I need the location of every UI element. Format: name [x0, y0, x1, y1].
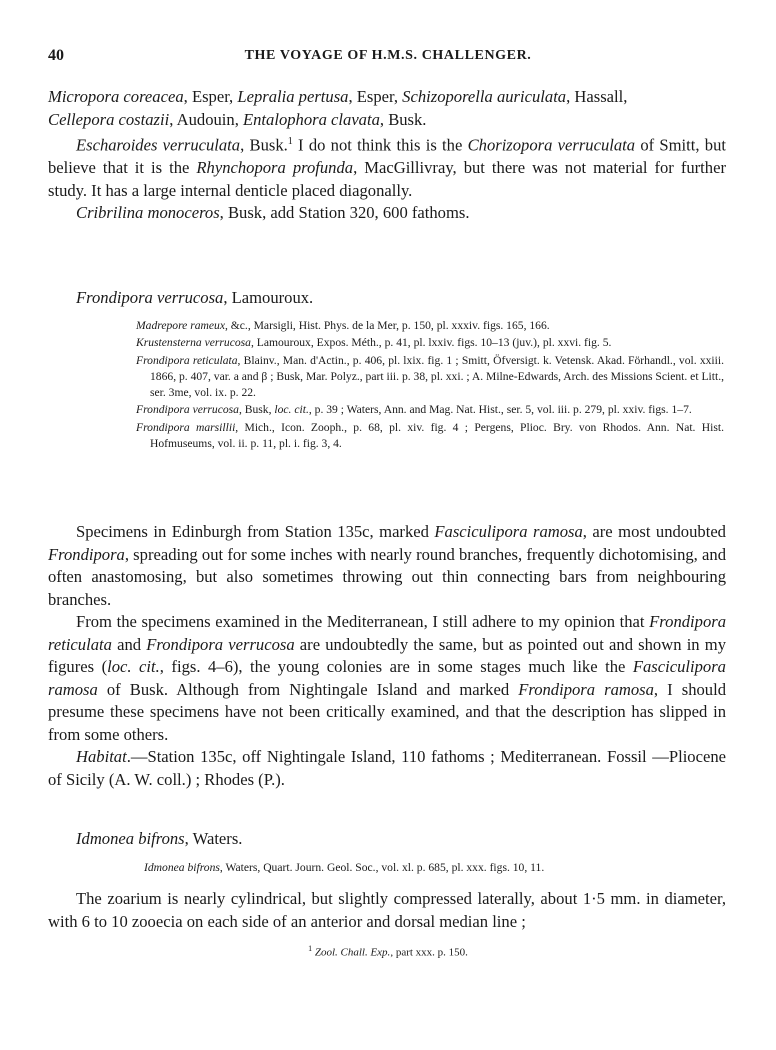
text: , Lamouroux.	[223, 288, 314, 307]
species-name: Fasciculipora ramosa	[48, 657, 726, 699]
idmonea-body	[48, 888, 726, 933]
text: , Mich., Icon. Zooph., p. 68, pl. xiv. fig. 4 ; Pergens, Plioc. Bry. von Rhodos. Ann. Nat. Hist. Hofmuseums, vol. ii. p. 11, pl. i. fig. 3, 4.	[150, 420, 724, 451]
text: , I should presume these specimens have not been critically examined, and that the description has slipped in from some others.	[48, 679, 727, 744]
synonym-entry	[136, 335, 724, 351]
text: , Waters, Quart. Journ. Geol. Soc., vol. xl. p. 685, pl. xxx. figs. 10, 11.	[219, 861, 545, 874]
species-name: Frondipora ramosa	[518, 679, 654, 699]
text: From the specimens examined in the Mediterranean, I still adhere to my opinion that	[76, 612, 650, 631]
text: , part xxx. p. 150.	[390, 946, 468, 959]
text: Specimens in Edinburgh from Station 135c, marked	[76, 522, 435, 541]
text: of Busk. Although from Nightingale Island and marked	[97, 679, 519, 699]
page-number: 40	[48, 47, 64, 64]
species-name: Frondipora verrucosa	[146, 634, 295, 654]
species-name: Lepralia pertusa	[237, 87, 349, 106]
paragraph: The zoarium is nearly cylindrical, but slightly compressed laterally, about 1·5 mm. in diameter, with 6 to 10 zooecia on each side of an anterior and dorsal median line ;	[48, 889, 726, 931]
species-name: Cellepora costazii	[48, 109, 170, 129]
species-name: Rhynchopora profunda	[196, 158, 354, 178]
text: , Busk, add Station 320, 600 fathoms.	[219, 203, 470, 223]
text: and	[111, 634, 147, 654]
frondipora-heading	[76, 288, 313, 308]
footnote-marker: 1	[308, 944, 313, 953]
intro-text	[48, 86, 726, 225]
species-name: Idmonea bifrons	[76, 829, 185, 848]
text: , Hassall,	[566, 87, 628, 106]
species-name: Fasciculipora ramosa	[434, 522, 583, 541]
synonym-name: Madrepore rameux	[136, 319, 225, 332]
species-name: Escharoides verruculata	[76, 135, 241, 155]
text: .—Station 135c, off Nightingale Island, 110 fathoms ; Mediterranean. Fossil —Pliocene of Sicily (A. W. coll.) ; Rhodes (P.).	[48, 747, 726, 789]
text: of Smitt, but believe that it is the	[48, 135, 726, 178]
text: , figs. 4–6), the young colonies are in some stages much like the	[159, 657, 633, 676]
species-name: Cribrilina monoceros	[76, 203, 220, 223]
escharoides-paragraph	[48, 131, 726, 202]
text: , p. 39 ; Waters, Ann. and Mag. Nat. Hist., ser. 5, vol. iii. p. 279, pl. xxiv. figs. 1–7.	[308, 403, 692, 417]
synonym-entry	[136, 318, 724, 334]
text: , Esper,	[183, 87, 238, 106]
habitat-label: Habitat	[76, 747, 127, 766]
synonym-name: Frondipora reticulata	[136, 353, 238, 367]
habitat-paragraph	[48, 746, 726, 791]
synonym-name: Krustensterna verrucosa	[136, 336, 251, 350]
synonym-name: Frondipora marsillii	[136, 420, 236, 434]
text: , spreading out for some inches with nearly round branches, frequently dichotomising, and often anastomosing, but also sometimes throwing out thin connecting bars from neighbouring branches.	[48, 544, 726, 609]
species-name: Frondipora reticulata	[48, 612, 726, 654]
intro-line-1	[48, 86, 726, 109]
text: I do not think this is the	[292, 135, 468, 155]
synonym-name: Frondipora verrucosa	[136, 403, 239, 417]
footnote-marker: 1	[287, 136, 293, 147]
text: , Esper,	[348, 87, 403, 106]
intro-line-2	[48, 109, 726, 132]
frondipora-body	[48, 521, 726, 791]
species-name: Entalophora clavata	[243, 109, 380, 129]
text: , &c., Marsigli, Hist. Phys. de la Mer, p. 150, pl. xxxiv. figs. 165, 166.	[224, 319, 550, 332]
cribrilina-paragraph	[48, 202, 726, 225]
species-name: Micropora coreacea	[48, 87, 184, 106]
text: , Waters.	[184, 829, 243, 848]
italic-text: loc. cit.	[107, 657, 160, 676]
text: , Audouin,	[169, 109, 243, 129]
synonym-name: Idmonea bifrons	[144, 861, 220, 874]
text: , Busk.	[379, 109, 427, 129]
synonym-entry	[136, 353, 724, 402]
text: , Busk,	[238, 403, 275, 417]
idmonea-synonymy	[144, 860, 732, 877]
idmonea-heading	[76, 829, 242, 849]
text: , Lamouroux, Expos. Méth., p. 41, pl. lxxiv. figs. 10–13 (juv.), pl. xxvi. fig. 5.	[250, 336, 612, 350]
species-name: Frondipora verrucosa	[76, 288, 224, 307]
italic-text: Zool. Chall. Exp.	[314, 946, 391, 959]
species-name: Frondipora	[48, 544, 125, 564]
species-name: Schizoporella auriculata	[402, 87, 567, 106]
synonym-entry	[136, 420, 724, 453]
paragraph	[48, 611, 726, 746]
synonym-entry	[144, 860, 732, 876]
running-title: THE VOYAGE OF H.M.S. CHALLENGER.	[244, 48, 532, 63]
paragraph	[48, 521, 726, 611]
italic-text: loc. cit.	[274, 403, 309, 417]
text: , MacGillivray, but there was not material for further study. It has a large internal denticle placed diagonally.	[48, 158, 726, 200]
synonym-entry	[136, 402, 724, 418]
text: , Blainv., Man. d'Actin., p. 406, pl. lxix. fig. 1 ; Smitt, Öfversigt. k. Vetensk. Akad. Förhandl., vol. xxiii. 1866, p. 407, var. a and β ; Busk, Mar. Polyz., part iii. p. 38, pl. xxi. ; A. Milne-Edwards, Arch. des Missions Scient. et Litt., ser. 3me, vol. ix. p. 22.	[150, 353, 724, 400]
text: are undoubtedly the same, but as pointed out and shown in my figures (	[48, 634, 726, 676]
species-name: Chorizopora verruculata	[467, 135, 636, 155]
footnote	[0, 944, 776, 959]
frondipora-synonymy	[136, 318, 724, 453]
text: , Busk.	[240, 135, 288, 155]
text: , are most undoubted	[582, 522, 726, 541]
